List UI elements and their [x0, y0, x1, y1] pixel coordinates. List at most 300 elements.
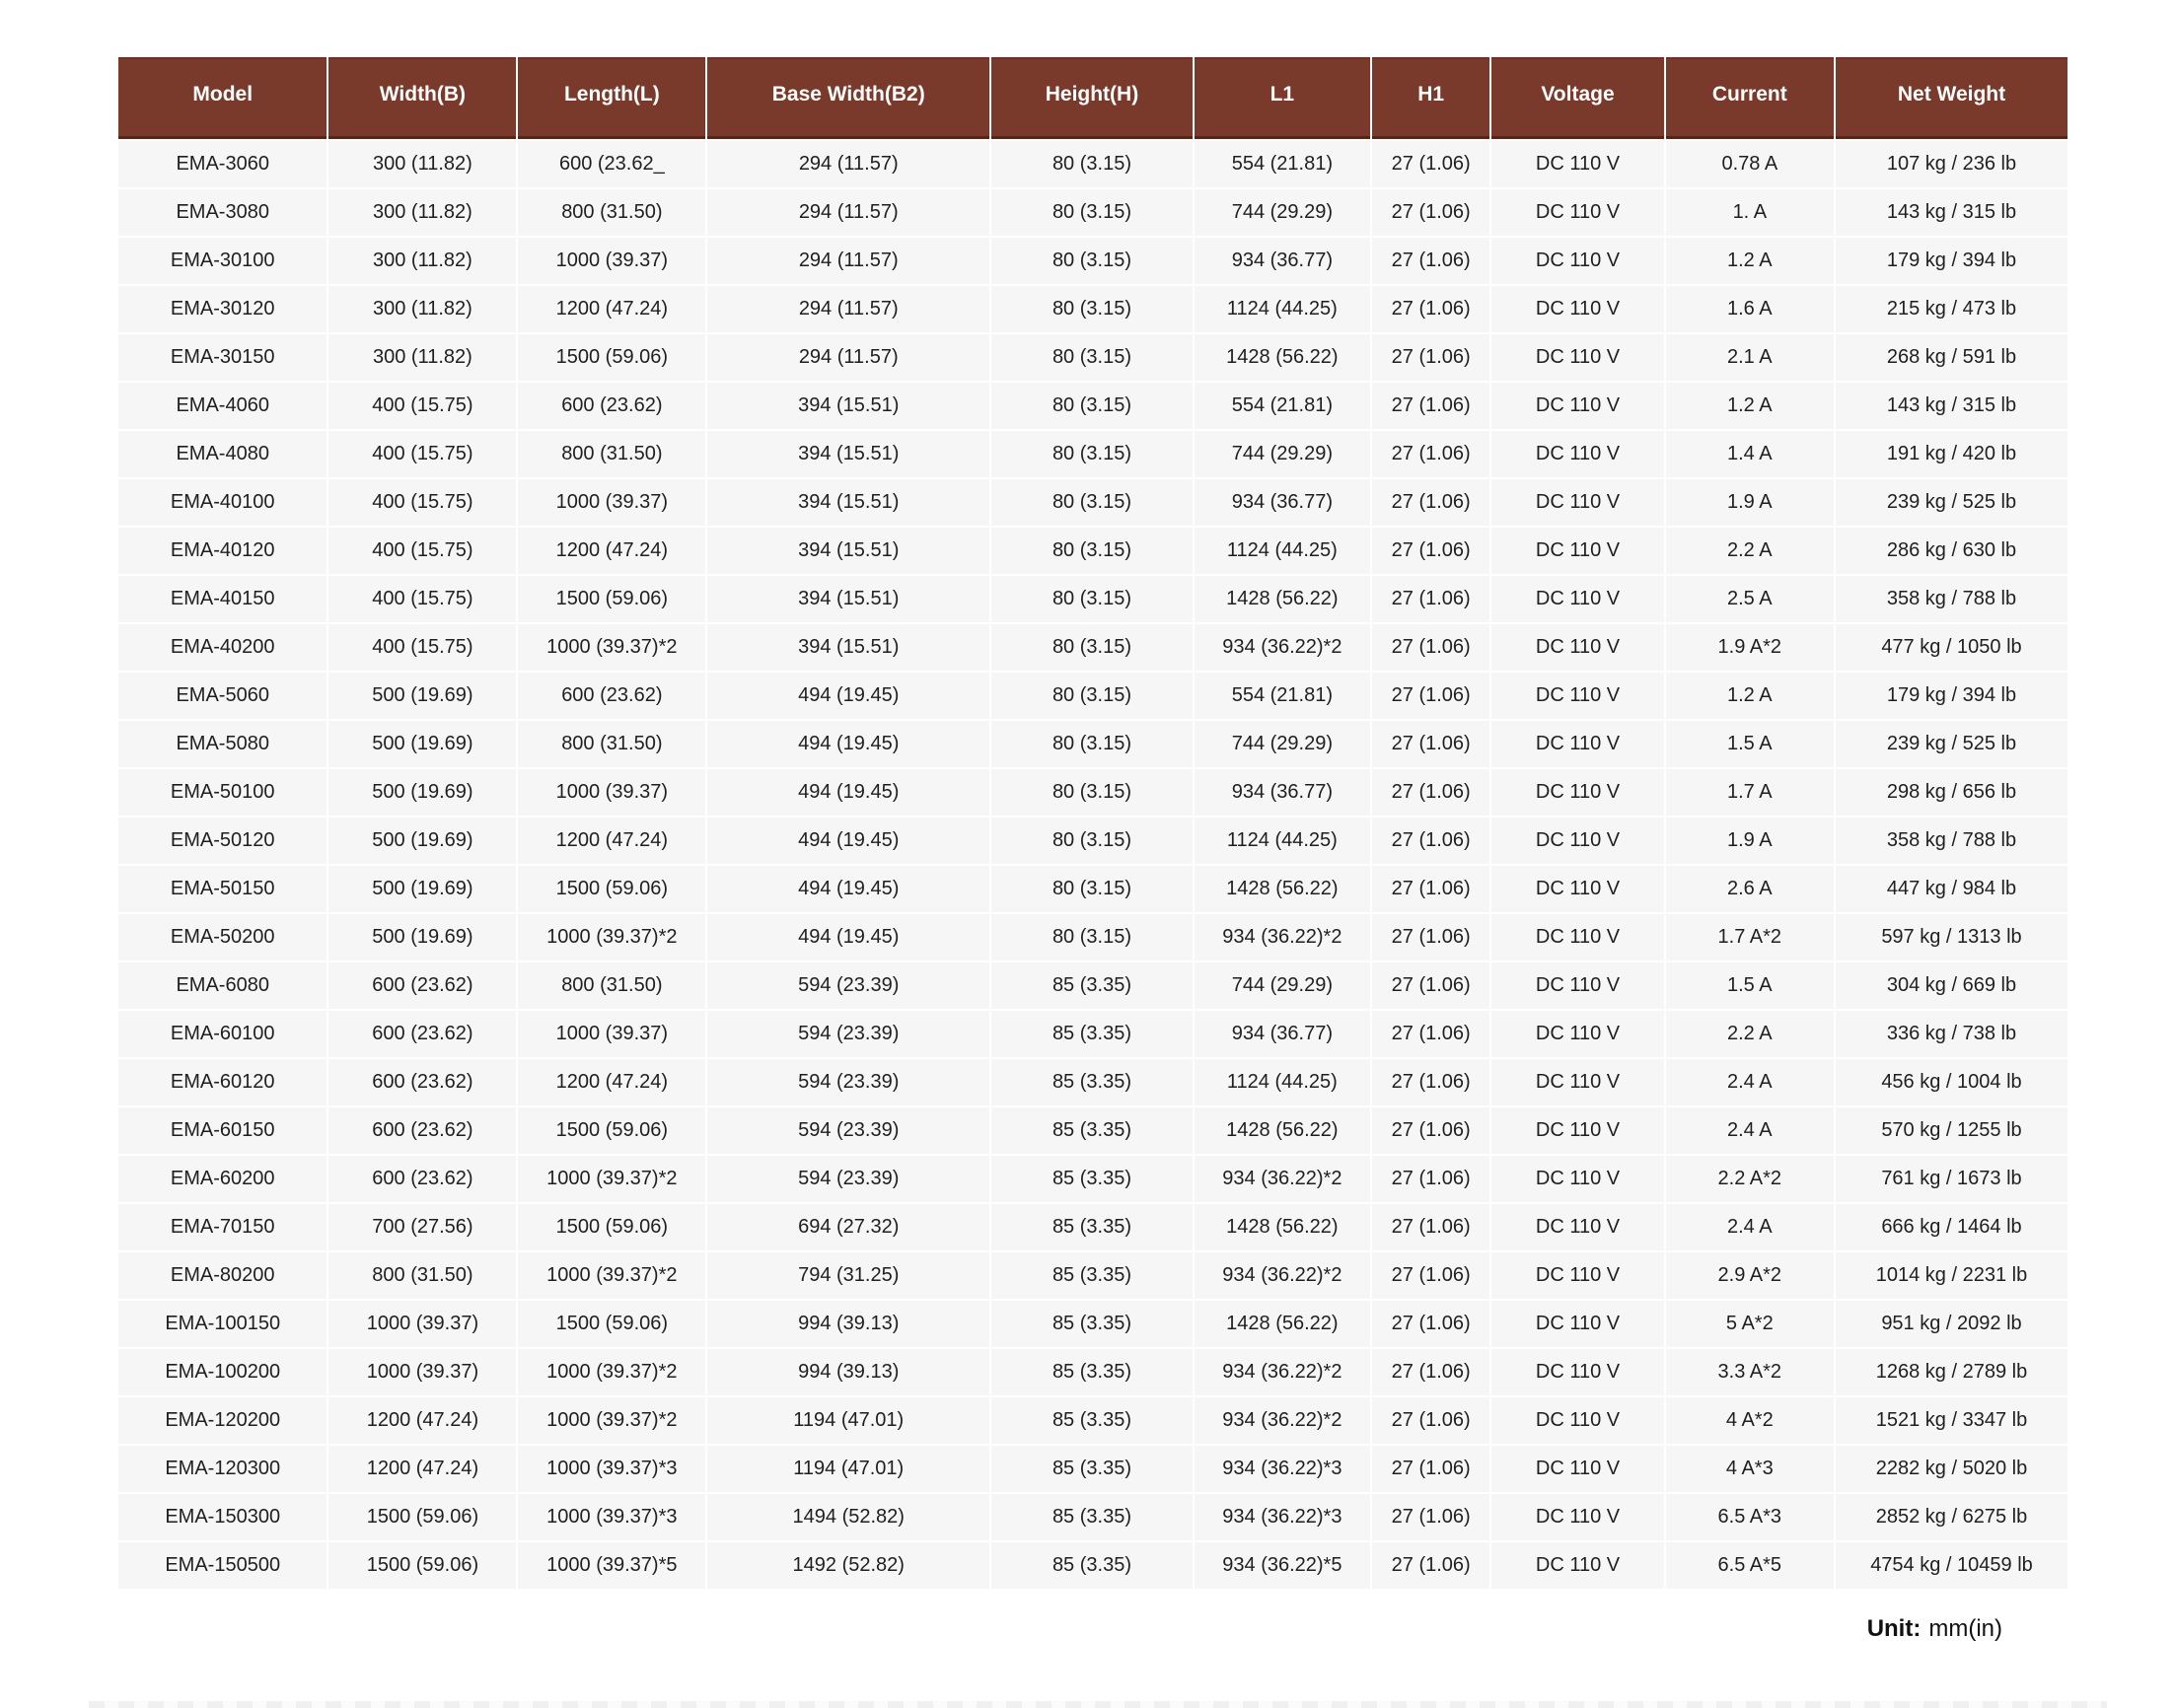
table-cell: 1428 (56.22)	[1195, 1301, 1370, 1347]
table-cell: 2.9 A*2	[1666, 1252, 1834, 1299]
spec-table-body	[118, 141, 2067, 1589]
table-cell: 934 (36.77)	[1195, 769, 1370, 816]
table-cell: 1492 (52.82)	[707, 1542, 989, 1589]
table-row	[118, 383, 2067, 429]
table-cell: 300 (11.82)	[328, 141, 516, 187]
table-cell: 294 (11.57)	[707, 238, 989, 284]
table-cell: 1428 (56.22)	[1195, 866, 1370, 912]
table-cell: 594 (23.39)	[707, 1107, 989, 1154]
table-cell: DC 110 V	[1491, 431, 1663, 477]
table-cell: 494 (19.45)	[707, 769, 989, 816]
model-cell: EMA-50100	[118, 769, 326, 816]
table-cell: 1.7 A	[1666, 769, 1834, 816]
table-cell: 85 (3.35)	[991, 1446, 1193, 1492]
table-cell: 1000 (39.37)	[518, 1011, 705, 1057]
table-cell: 27 (1.06)	[1372, 1494, 1489, 1540]
table-cell: 1500 (59.06)	[328, 1494, 516, 1540]
table-cell: 1200 (47.24)	[328, 1446, 516, 1492]
table-cell: 1500 (59.06)	[328, 1542, 516, 1589]
table-cell: 27 (1.06)	[1372, 1011, 1489, 1057]
table-cell: 80 (3.15)	[991, 238, 1193, 284]
table-cell: 85 (3.35)	[991, 1011, 1193, 1057]
table-cell: 304 kg / 669 lb	[1836, 962, 2067, 1009]
table-row	[118, 286, 2067, 332]
model-cell: EMA-40150	[118, 576, 326, 622]
table-cell: DC 110 V	[1491, 286, 1663, 332]
table-cell: 1428 (56.22)	[1195, 1107, 1370, 1154]
table-cell: 1500 (59.06)	[518, 1301, 705, 1347]
table-cell: 27 (1.06)	[1372, 673, 1489, 719]
table-cell: 1.9 A*2	[1666, 624, 1834, 671]
table-cell: 85 (3.35)	[991, 1107, 1193, 1154]
table-cell: DC 110 V	[1491, 1397, 1663, 1444]
table-cell: 3.3 A*2	[1666, 1349, 1834, 1395]
table-row	[118, 1011, 2067, 1057]
cutoff-content-strip	[89, 1701, 2107, 1708]
table-row	[118, 914, 2067, 961]
table-cell: 1268 kg / 2789 lb	[1836, 1349, 2067, 1395]
table-cell: 27 (1.06)	[1372, 1301, 1489, 1347]
table-cell: 300 (11.82)	[328, 238, 516, 284]
table-cell: 80 (3.15)	[991, 431, 1193, 477]
table-row	[118, 1156, 2067, 1202]
table-cell: 215 kg / 473 lb	[1836, 286, 2067, 332]
table-cell: 85 (3.35)	[991, 1349, 1193, 1395]
table-cell: DC 110 V	[1491, 1301, 1663, 1347]
table-cell: 594 (23.39)	[707, 1156, 989, 1202]
table-cell: 85 (3.35)	[991, 1059, 1193, 1105]
table-cell: 27 (1.06)	[1372, 866, 1489, 912]
table-cell: 1000 (39.37)	[518, 479, 705, 526]
model-cell: EMA-50200	[118, 914, 326, 961]
table-cell: 1500 (59.06)	[518, 1204, 705, 1250]
table-cell: 1.2 A	[1666, 673, 1834, 719]
table-cell: 570 kg / 1255 lb	[1836, 1107, 2067, 1154]
table-row	[118, 334, 2067, 381]
table-cell: DC 110 V	[1491, 914, 1663, 961]
column-header-7: Voltage	[1491, 57, 1663, 139]
table-cell: 1000 (39.37)*5	[518, 1542, 705, 1589]
spec-table-container	[116, 55, 2069, 1591]
table-cell: 27 (1.06)	[1372, 189, 1489, 236]
table-cell: 1521 kg / 3347 lb	[1836, 1397, 2067, 1444]
table-cell: 934 (36.22)*2	[1195, 624, 1370, 671]
table-cell: 600 (23.62)	[328, 1156, 516, 1202]
table-row	[118, 962, 2067, 1009]
table-cell: DC 110 V	[1491, 1204, 1663, 1250]
model-cell: EMA-60200	[118, 1156, 326, 1202]
table-cell: 1500 (59.06)	[518, 866, 705, 912]
table-cell: 400 (15.75)	[328, 624, 516, 671]
table-cell: 80 (3.15)	[991, 818, 1193, 864]
table-cell: 794 (31.25)	[707, 1252, 989, 1299]
table-cell: 400 (15.75)	[328, 431, 516, 477]
table-cell: 4 A*2	[1666, 1397, 1834, 1444]
table-row	[118, 1204, 2067, 1250]
table-cell: 1500 (59.06)	[518, 1107, 705, 1154]
table-cell: 1000 (39.37)	[518, 769, 705, 816]
table-cell: DC 110 V	[1491, 334, 1663, 381]
table-cell: 400 (15.75)	[328, 576, 516, 622]
table-cell: 358 kg / 788 lb	[1836, 576, 2067, 622]
table-cell: 1124 (44.25)	[1195, 1059, 1370, 1105]
table-cell: 2.2 A	[1666, 1011, 1834, 1057]
table-cell: 447 kg / 984 lb	[1836, 866, 2067, 912]
table-cell: 1200 (47.24)	[518, 528, 705, 574]
spec-table	[116, 55, 2069, 1591]
model-cell: EMA-40200	[118, 624, 326, 671]
table-row	[118, 141, 2067, 187]
column-header-8: Current	[1666, 57, 1834, 139]
table-cell: 934 (36.77)	[1195, 479, 1370, 526]
table-cell: DC 110 V	[1491, 528, 1663, 574]
table-cell: 80 (3.15)	[991, 528, 1193, 574]
table-cell: DC 110 V	[1491, 1156, 1663, 1202]
table-cell: 85 (3.35)	[991, 962, 1193, 1009]
table-cell: 554 (21.81)	[1195, 141, 1370, 187]
table-cell: 1000 (39.37)*3	[518, 1494, 705, 1540]
model-cell: EMA-120200	[118, 1397, 326, 1444]
model-cell: EMA-5080	[118, 721, 326, 767]
table-cell: 1000 (39.37)*2	[518, 1252, 705, 1299]
table-cell: 600 (23.62)	[328, 1059, 516, 1105]
table-cell: 27 (1.06)	[1372, 721, 1489, 767]
table-cell: 400 (15.75)	[328, 479, 516, 526]
table-cell: 594 (23.39)	[707, 1059, 989, 1105]
table-row	[118, 1349, 2067, 1395]
table-cell: 1000 (39.37)	[328, 1349, 516, 1395]
table-cell: 2282 kg / 5020 lb	[1836, 1446, 2067, 1492]
column-header-9: Net Weight	[1836, 57, 2067, 139]
table-cell: 27 (1.06)	[1372, 431, 1489, 477]
table-cell: 494 (19.45)	[707, 818, 989, 864]
table-cell: DC 110 V	[1491, 1446, 1663, 1492]
table-cell: 80 (3.15)	[991, 866, 1193, 912]
table-cell: 107 kg / 236 lb	[1836, 141, 2067, 187]
table-cell: 85 (3.35)	[991, 1252, 1193, 1299]
table-cell: 554 (21.81)	[1195, 383, 1370, 429]
table-cell: 1.2 A	[1666, 383, 1834, 429]
table-cell: 2852 kg / 6275 lb	[1836, 1494, 2067, 1540]
table-cell: 600 (23.62)	[328, 1107, 516, 1154]
table-cell: DC 110 V	[1491, 1252, 1663, 1299]
table-cell: 1200 (47.24)	[328, 1397, 516, 1444]
table-cell: 1200 (47.24)	[518, 286, 705, 332]
table-cell: 1194 (47.01)	[707, 1446, 989, 1492]
table-cell: 2.2 A	[1666, 528, 1834, 574]
table-cell: 1.5 A	[1666, 721, 1834, 767]
model-cell: EMA-4080	[118, 431, 326, 477]
model-cell: EMA-4060	[118, 383, 326, 429]
column-header-3: Base Width(B2)	[707, 57, 989, 139]
table-cell: 80 (3.15)	[991, 769, 1193, 816]
table-cell: 800 (31.50)	[518, 962, 705, 1009]
table-cell: 27 (1.06)	[1372, 1542, 1489, 1589]
table-cell: 239 kg / 525 lb	[1836, 479, 2067, 526]
table-cell: 1. A	[1666, 189, 1834, 236]
table-cell: 761 kg / 1673 lb	[1836, 1156, 2067, 1202]
table-row	[118, 1301, 2067, 1347]
table-cell: 934 (36.22)*5	[1195, 1542, 1370, 1589]
table-cell: 27 (1.06)	[1372, 1059, 1489, 1105]
table-cell: 298 kg / 656 lb	[1836, 769, 2067, 816]
model-cell: EMA-3060	[118, 141, 326, 187]
table-cell: 268 kg / 591 lb	[1836, 334, 2067, 381]
table-cell: 294 (11.57)	[707, 141, 989, 187]
table-cell: 600 (23.62)	[328, 1011, 516, 1057]
table-cell: 744 (29.29)	[1195, 431, 1370, 477]
column-header-2: Length(L)	[518, 57, 705, 139]
table-cell: 143 kg / 315 lb	[1836, 383, 2067, 429]
table-cell: 394 (15.51)	[707, 576, 989, 622]
model-cell: EMA-150300	[118, 1494, 326, 1540]
table-cell: 6.5 A*5	[1666, 1542, 1834, 1589]
unit-note	[1867, 1615, 2002, 1643]
table-cell: DC 110 V	[1491, 673, 1663, 719]
table-row	[118, 1059, 2067, 1105]
table-cell: DC 110 V	[1491, 818, 1663, 864]
table-cell: 994 (39.13)	[707, 1349, 989, 1395]
table-cell: 934 (36.77)	[1195, 238, 1370, 284]
table-cell: 4754 kg / 10459 lb	[1836, 1542, 2067, 1589]
table-cell: 1000 (39.37)*2	[518, 1397, 705, 1444]
table-cell: 85 (3.35)	[991, 1494, 1193, 1540]
table-cell: 27 (1.06)	[1372, 914, 1489, 961]
model-cell: EMA-5060	[118, 673, 326, 719]
table-cell: 1200 (47.24)	[518, 1059, 705, 1105]
table-cell: 400 (15.75)	[328, 528, 516, 574]
model-cell: EMA-50150	[118, 866, 326, 912]
table-cell: 394 (15.51)	[707, 528, 989, 574]
unit-label: Unit:	[1866, 1615, 1922, 1642]
table-cell: 294 (11.57)	[707, 286, 989, 332]
table-cell: 394 (15.51)	[707, 383, 989, 429]
table-cell: DC 110 V	[1491, 1059, 1663, 1105]
table-cell: 594 (23.39)	[707, 1011, 989, 1057]
table-cell: 2.1 A	[1666, 334, 1834, 381]
table-cell: 594 (23.39)	[707, 962, 989, 1009]
table-cell: 1000 (39.37)	[328, 1301, 516, 1347]
table-cell: 80 (3.15)	[991, 479, 1193, 526]
model-cell: EMA-150500	[118, 1542, 326, 1589]
table-cell: DC 110 V	[1491, 721, 1663, 767]
table-cell: 1014 kg / 2231 lb	[1836, 1252, 2067, 1299]
table-cell: 1428 (56.22)	[1195, 1204, 1370, 1250]
table-cell: 600 (23.62)	[518, 673, 705, 719]
table-cell: 27 (1.06)	[1372, 1349, 1489, 1395]
table-cell: 1500 (59.06)	[518, 334, 705, 381]
unit-value: mm(in)	[1928, 1615, 2002, 1642]
table-cell: 1000 (39.37)	[518, 238, 705, 284]
table-cell: 1000 (39.37)*2	[518, 624, 705, 671]
table-cell: 2.6 A	[1666, 866, 1834, 912]
table-cell: 800 (31.50)	[518, 189, 705, 236]
table-cell: 500 (19.69)	[328, 673, 516, 719]
table-cell: 1000 (39.37)*2	[518, 914, 705, 961]
table-cell: 80 (3.15)	[991, 721, 1193, 767]
table-row	[118, 673, 2067, 719]
model-cell: EMA-40120	[118, 528, 326, 574]
table-cell: 2.5 A	[1666, 576, 1834, 622]
model-cell: EMA-3080	[118, 189, 326, 236]
table-cell: 27 (1.06)	[1372, 769, 1489, 816]
table-row	[118, 1252, 2067, 1299]
table-cell: 600 (23.62)	[518, 383, 705, 429]
table-cell: 934 (36.22)*2	[1195, 1349, 1370, 1395]
table-cell: 27 (1.06)	[1372, 1446, 1489, 1492]
table-cell: 500 (19.69)	[328, 769, 516, 816]
table-header-row	[118, 57, 2067, 139]
table-cell: 1.7 A*2	[1666, 914, 1834, 961]
model-cell: EMA-30150	[118, 334, 326, 381]
column-header-5: L1	[1195, 57, 1370, 139]
table-cell: 239 kg / 525 lb	[1836, 721, 2067, 767]
table-cell: 934 (36.22)*2	[1195, 914, 1370, 961]
model-cell: EMA-60120	[118, 1059, 326, 1105]
table-cell: 85 (3.35)	[991, 1301, 1193, 1347]
table-row	[118, 528, 2067, 574]
model-cell: EMA-6080	[118, 962, 326, 1009]
table-cell: 358 kg / 788 lb	[1836, 818, 2067, 864]
model-cell: EMA-60150	[118, 1107, 326, 1154]
table-cell: 27 (1.06)	[1372, 576, 1489, 622]
table-cell: 744 (29.29)	[1195, 962, 1370, 1009]
model-cell: EMA-30100	[118, 238, 326, 284]
table-cell: 694 (27.32)	[707, 1204, 989, 1250]
table-cell: 80 (3.15)	[991, 624, 1193, 671]
table-row	[118, 238, 2067, 284]
table-cell: 27 (1.06)	[1372, 624, 1489, 671]
model-cell: EMA-100200	[118, 1349, 326, 1395]
table-cell: 1.2 A	[1666, 238, 1834, 284]
table-cell: 1000 (39.37)*3	[518, 1446, 705, 1492]
table-cell: 80 (3.15)	[991, 189, 1193, 236]
table-cell: 800 (31.50)	[518, 721, 705, 767]
table-cell: 597 kg / 1313 lb	[1836, 914, 2067, 961]
table-cell: 27 (1.06)	[1372, 383, 1489, 429]
table-cell: 2.4 A	[1666, 1059, 1834, 1105]
table-cell: 2.4 A	[1666, 1107, 1834, 1154]
table-cell: 27 (1.06)	[1372, 238, 1489, 284]
model-cell: EMA-70150	[118, 1204, 326, 1250]
table-cell: 80 (3.15)	[991, 914, 1193, 961]
table-cell: 494 (19.45)	[707, 721, 989, 767]
table-cell: 1500 (59.06)	[518, 576, 705, 622]
model-cell: EMA-60100	[118, 1011, 326, 1057]
table-cell: 2.4 A	[1666, 1204, 1834, 1250]
table-cell: 1000 (39.37)*2	[518, 1349, 705, 1395]
model-cell: EMA-30120	[118, 286, 326, 332]
table-cell: 951 kg / 2092 lb	[1836, 1301, 2067, 1347]
table-row	[118, 1446, 2067, 1492]
table-cell: 1194 (47.01)	[707, 1397, 989, 1444]
table-cell: 500 (19.69)	[328, 866, 516, 912]
table-cell: DC 110 V	[1491, 1542, 1663, 1589]
table-cell: 800 (31.50)	[518, 431, 705, 477]
table-cell: DC 110 V	[1491, 383, 1663, 429]
table-cell: 1200 (47.24)	[518, 818, 705, 864]
table-cell: 1428 (56.22)	[1195, 334, 1370, 381]
table-row	[118, 1397, 2067, 1444]
table-cell: 600 (23.62)	[328, 962, 516, 1009]
table-cell: DC 110 V	[1491, 479, 1663, 526]
table-cell: 1124 (44.25)	[1195, 286, 1370, 332]
table-cell: DC 110 V	[1491, 1349, 1663, 1395]
table-cell: 80 (3.15)	[991, 673, 1193, 719]
table-row	[118, 866, 2067, 912]
table-cell: DC 110 V	[1491, 866, 1663, 912]
column-header-4: Height(H)	[991, 57, 1193, 139]
table-cell: 494 (19.45)	[707, 673, 989, 719]
table-cell: 300 (11.82)	[328, 334, 516, 381]
table-cell: 6.5 A*3	[1666, 1494, 1834, 1540]
table-cell: 191 kg / 420 lb	[1836, 431, 2067, 477]
table-cell: 0.78 A	[1666, 141, 1834, 187]
column-header-6: H1	[1372, 57, 1489, 139]
table-cell: 456 kg / 1004 lb	[1836, 1059, 2067, 1105]
table-cell: 1.9 A	[1666, 818, 1834, 864]
table-cell: DC 110 V	[1491, 141, 1663, 187]
table-cell: 27 (1.06)	[1372, 479, 1489, 526]
table-cell: 934 (36.22)*3	[1195, 1446, 1370, 1492]
column-header-0: Model	[118, 57, 326, 139]
table-cell: 994 (39.13)	[707, 1301, 989, 1347]
table-cell: 554 (21.81)	[1195, 673, 1370, 719]
table-row	[118, 479, 2067, 526]
table-cell: 300 (11.82)	[328, 286, 516, 332]
table-cell: 934 (36.22)*2	[1195, 1156, 1370, 1202]
table-row	[118, 818, 2067, 864]
table-cell: 1124 (44.25)	[1195, 528, 1370, 574]
table-cell: 1000 (39.37)*2	[518, 1156, 705, 1202]
table-cell: DC 110 V	[1491, 962, 1663, 1009]
table-row	[118, 624, 2067, 671]
table-cell: DC 110 V	[1491, 1107, 1663, 1154]
table-cell: 934 (36.22)*2	[1195, 1397, 1370, 1444]
table-cell: 27 (1.06)	[1372, 1397, 1489, 1444]
table-cell: 294 (11.57)	[707, 334, 989, 381]
column-header-1: Width(B)	[328, 57, 516, 139]
table-cell: 179 kg / 394 lb	[1836, 238, 2067, 284]
model-cell: EMA-120300	[118, 1446, 326, 1492]
table-cell: 85 (3.35)	[991, 1397, 1193, 1444]
table-cell: 80 (3.15)	[991, 286, 1193, 332]
table-cell: 300 (11.82)	[328, 189, 516, 236]
table-row	[118, 1107, 2067, 1154]
model-cell: EMA-40100	[118, 479, 326, 526]
table-row	[118, 189, 2067, 236]
table-cell: 2.2 A*2	[1666, 1156, 1834, 1202]
table-cell: 80 (3.15)	[991, 576, 1193, 622]
table-cell: 27 (1.06)	[1372, 818, 1489, 864]
model-cell: EMA-100150	[118, 1301, 326, 1347]
model-cell: EMA-50120	[118, 818, 326, 864]
table-cell: 934 (36.22)*2	[1195, 1252, 1370, 1299]
table-cell: 27 (1.06)	[1372, 528, 1489, 574]
table-cell: 500 (19.69)	[328, 818, 516, 864]
table-cell: 27 (1.06)	[1372, 334, 1489, 381]
table-cell: DC 110 V	[1491, 769, 1663, 816]
table-cell: 27 (1.06)	[1372, 1252, 1489, 1299]
table-row	[118, 1542, 2067, 1589]
table-cell: DC 110 V	[1491, 1494, 1663, 1540]
table-cell: 666 kg / 1464 lb	[1836, 1204, 2067, 1250]
table-row	[118, 576, 2067, 622]
table-cell: 394 (15.51)	[707, 431, 989, 477]
table-cell: 27 (1.06)	[1372, 1156, 1489, 1202]
table-row	[118, 769, 2067, 816]
table-cell: 700 (27.56)	[328, 1204, 516, 1250]
